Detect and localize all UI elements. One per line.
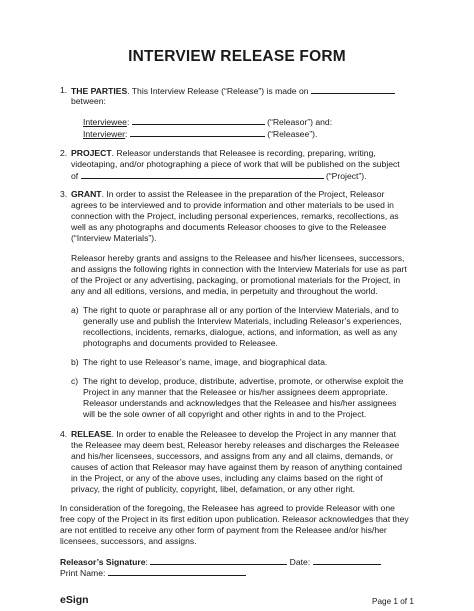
document-title: INTERVIEW RELEASE FORM [128,48,346,65]
section-1-line-2: between: [71,96,106,106]
section-2-number: 2. [60,148,68,158]
item-a-line-1: The right to quote or paraphrase all or any portion of the Interview Materials, and to [83,305,399,315]
signature-blank-line[interactable] [150,556,287,565]
section-4-number: 4. [60,429,68,439]
item-c-line-1: The right to develop, produce, distribute, advertise, promote, or otherwise exploit the [83,376,404,386]
print-name-row [60,567,246,579]
date-label: Date: [289,557,311,567]
esign-logo: eSign [60,594,89,606]
closing-line-2: free copy of the Project in its first edition upon publication. Releasor acknowledges that they [60,514,409,524]
interviewee-row: Interviewee: (“Releasor”) and: [83,117,333,127]
section-1-line-1 [71,85,395,97]
grant-paragraph-line-2: and assigns the following rights in connection with the Interview Materials for use as part [71,264,407,274]
interviewer-row: Interviewer: (“Releasee”). [83,129,318,139]
item-b-label: b) [71,357,79,367]
section-3-text-1: . In order to assist the Releasee in the preparation of the Project, Releasor [101,189,385,199]
section-4-line-2: the Releasee may deem best, Releasor hereby releases and discharges the Releasee [71,440,400,450]
signature-label: Releasor’s Signature [60,557,146,567]
section-4-line-5: in the Project, or any of the above uses, including any claims based on the right of [71,473,383,483]
section-3-number: 3. [60,189,68,199]
print-name-label: Print Name: [60,568,106,578]
grant-paragraph-line-4: any and all editions, versions, and media, in perpetuity and throughout the world. [71,286,378,296]
item-a-line-2: generally use and publish the Interview Materials, including Releasor’s experiences, [83,316,402,326]
section-3-line-1 [71,189,384,200]
signature-row: Releasor’s Signature: Date: [60,556,381,568]
section-1-text: . This Interview Release (“Release”) is made on [127,86,309,96]
interviewer-blank-line[interactable] [130,128,265,137]
item-a-label: a) [71,305,79,315]
section-4-line-6: privacy, the right of publicity, copyright, libel, defamation, or any other right. [71,484,355,494]
section-4-heading: RELEASE [71,429,112,439]
interviewer-label: Interviewer [83,129,126,139]
closing-line-3: are not entitled to receive any other form of payment from the Releasee and/or his/her [60,525,387,535]
section-2-text-1: . Releasor understands that Releasee is recording, preparing, writing, [111,148,376,158]
section-4-line-4: causes of action that Releasor may have against them by reason of anything contained [71,462,403,472]
item-c-line-4: will be the sole owner of all copyright and other rights in and to the Project. [83,409,367,419]
grant-paragraph-line-3: of the Project or any advertising, packaging, or promotional materials for the Project, in [71,275,401,285]
page-number: Page 1 of 1 [372,597,414,606]
item-c-line-2: Project in any manner that the Releasee or his/her assignees deem appropriate. [83,387,388,397]
section-2-of: of [71,171,79,181]
section-4-text-1: . In order to enable the Releasee to develop the Project in any manner that [111,429,396,439]
section-2-heading: PROJECT [71,148,112,158]
interviewee-suffix: (“Releasor”) and: [267,117,333,127]
print-name-blank-line[interactable] [108,567,246,576]
interviewer-suffix: (“Releasee”). [267,129,318,139]
section-3-line-3: connection with the Project, including personal experiences, remarks, recollections, as [71,211,399,221]
interviewee-blank-line[interactable] [132,116,265,125]
section-4-line-1 [71,429,396,440]
section-3-heading: GRANT [71,189,102,199]
subject-blank-line[interactable] [81,170,324,179]
item-a-line-3: recollections, incidents, remarks, dialogue, actions, and information, as well as any [83,327,398,337]
item-c-line-3: Releasor understands and acknowledges that the Releasee and his/her assignees [83,398,397,408]
closing-line-1: In consideration of the foregoing, the Releasee has agreed to provide Releasor with one [60,503,395,513]
section-2-line-2: videotaping, and/or photographing a piece of work that will be published on the subject [71,159,400,169]
section-3-line-4: well as any photographs and documents Releasor chooses to give to the Releasee [71,222,387,232]
section-4-line-3: and his/her licensees, successors, and assigns from any and all claims, demands, or [71,451,393,461]
section-1-heading: THE PARTIES [71,86,128,96]
section-2-project-suffix: (“Project”). [325,171,367,181]
section-3-line-2: agrees to be interviewed and to provide information and other materials to be used in [71,200,394,210]
section-1-number: 1. [60,85,68,95]
section-2-line-3 [71,170,367,182]
item-c-label: c) [71,376,79,386]
interviewee-label: Interviewee [83,117,127,127]
section-3-line-5: (“Interview Materials”). [71,233,157,243]
item-a-line-4: photographs and documents provided to Releasee. [83,338,278,348]
section-2-line-1 [71,148,376,159]
closing-line-4: licensees, successors, and assigns. [60,536,197,546]
date-blank-line[interactable] [311,85,395,94]
grant-paragraph-line-1: Releasor hereby grants and assigns to the Releasee and his/her licensees, successors, [71,253,405,263]
signature-date-blank-line[interactable] [313,556,381,565]
item-b-line-1: The right to use Releasor’s name, image, and biographical data. [83,357,328,367]
